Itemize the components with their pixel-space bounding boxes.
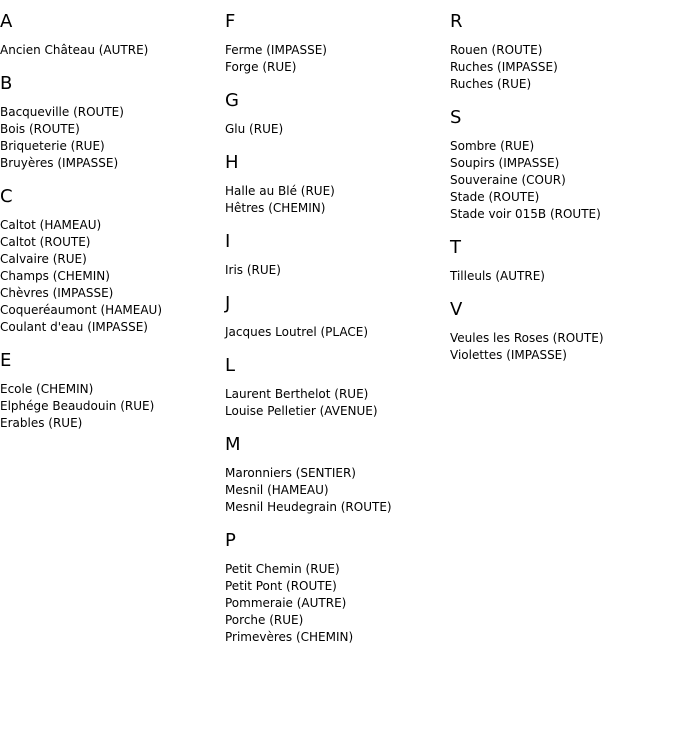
letter-heading: H <box>225 152 239 173</box>
street-link[interactable]: Ruches (RUE) <box>450 77 532 91</box>
street-link[interactable]: Mesnil Heudegrain (ROUTE) <box>225 500 392 514</box>
letter-heading: V <box>450 299 463 320</box>
street-link[interactable]: Pommeraie (AUTRE) <box>225 596 347 610</box>
street-link[interactable]: Chèvres (IMPASSE) <box>0 286 114 300</box>
street-list <box>0 104 225 172</box>
letter-heading: S <box>450 107 462 128</box>
letter-group-g <box>225 91 450 138</box>
street-link[interactable]: Louise Pelletier (AVENUE) <box>225 404 378 418</box>
street-list <box>225 324 450 341</box>
letter-heading: P <box>225 530 236 551</box>
street-link[interactable]: Stade voir 015B (ROUTE) <box>450 207 601 221</box>
street-link[interactable]: Sombre (RUE) <box>450 139 535 153</box>
letter-group-p <box>225 531 450 646</box>
street-link[interactable]: Ecole (CHEMIN) <box>0 382 94 396</box>
street-link[interactable]: Tilleuls (AUTRE) <box>450 269 545 283</box>
street-link[interactable]: Caltot (ROUTE) <box>0 235 91 249</box>
street-link[interactable]: Forge (RUE) <box>225 60 297 74</box>
street-link[interactable]: Iris (RUE) <box>225 263 281 277</box>
street-column-2 <box>225 12 450 661</box>
street-list <box>450 138 675 223</box>
street-link[interactable]: Petit Pont (ROUTE) <box>225 579 337 593</box>
street-list <box>225 183 450 217</box>
street-link[interactable]: Rouen (ROUTE) <box>450 43 543 57</box>
letter-group-m <box>225 435 450 516</box>
street-link[interactable]: Champs (CHEMIN) <box>0 269 110 283</box>
letter-heading: I <box>225 231 231 252</box>
letter-group-a <box>0 12 225 59</box>
street-link[interactable]: Jacques Loutrel (PLACE) <box>225 325 369 339</box>
street-link[interactable]: Ancien Château (AUTRE) <box>0 43 149 57</box>
letter-heading: A <box>0 11 13 32</box>
street-link[interactable]: Calvaire (RUE) <box>0 252 87 266</box>
street-list <box>225 262 450 279</box>
letter-heading: J <box>225 293 231 314</box>
street-link[interactable]: Caltot (HAMEAU) <box>0 218 102 232</box>
letter-heading: E <box>0 350 12 371</box>
street-link[interactable]: Coqueréaumont (HAMEAU) <box>0 303 163 317</box>
letter-group-v <box>450 300 675 364</box>
street-list <box>225 465 450 516</box>
street-link[interactable]: Mesnil (HAMEAU) <box>225 483 329 497</box>
street-column-3 <box>450 12 675 379</box>
letter-group-j <box>225 294 450 341</box>
letter-group-t <box>450 238 675 285</box>
street-link[interactable]: Ruches (IMPASSE) <box>450 60 558 74</box>
street-list <box>225 386 450 420</box>
street-list <box>0 381 225 432</box>
street-link[interactable]: Glu (RUE) <box>225 122 284 136</box>
letter-group-b <box>0 74 225 172</box>
street-list <box>0 217 225 336</box>
street-link[interactable]: Ferme (IMPASSE) <box>225 43 327 57</box>
street-list <box>450 42 675 93</box>
letter-group-l <box>225 356 450 420</box>
letter-heading: C <box>0 186 13 207</box>
street-link[interactable]: Hêtres (CHEMIN) <box>225 201 326 215</box>
street-link[interactable]: Elphége Beaudouin (RUE) <box>0 399 155 413</box>
letter-group-f <box>225 12 450 76</box>
street-link[interactable]: Maronniers (SENTIER) <box>225 466 356 480</box>
letter-heading: B <box>0 73 13 94</box>
letter-heading: L <box>225 355 236 376</box>
letter-group-r <box>450 12 675 93</box>
letter-group-s <box>450 108 675 223</box>
letter-heading: T <box>450 237 461 258</box>
street-list <box>225 121 450 138</box>
street-link[interactable]: Primevères (CHEMIN) <box>225 630 354 644</box>
street-link[interactable]: Bacqueville (ROUTE) <box>0 105 124 119</box>
street-link[interactable]: Laurent Berthelot (RUE) <box>225 387 369 401</box>
street-list <box>450 268 675 285</box>
street-link[interactable]: Bruyères (IMPASSE) <box>0 156 119 170</box>
street-column-1 <box>0 12 225 447</box>
street-link[interactable]: Stade (ROUTE) <box>450 190 540 204</box>
street-link[interactable]: Veules les Roses (ROUTE) <box>450 331 604 345</box>
street-link[interactable]: Halle au Blé (RUE) <box>225 184 335 198</box>
letter-group-h <box>225 153 450 217</box>
street-link[interactable]: Coulant d'eau (IMPASSE) <box>0 320 148 334</box>
letter-group-c <box>0 187 225 336</box>
street-link[interactable]: Porche (RUE) <box>225 613 304 627</box>
street-list <box>225 561 450 646</box>
street-link[interactable]: Souveraine (COUR) <box>450 173 566 187</box>
street-list <box>450 330 675 364</box>
street-link[interactable]: Violettes (IMPASSE) <box>450 348 567 362</box>
street-link[interactable]: Soupirs (IMPASSE) <box>450 156 560 170</box>
letter-group-i <box>225 232 450 279</box>
street-list <box>0 42 225 59</box>
street-link[interactable]: Briqueterie (RUE) <box>0 139 105 153</box>
street-link[interactable]: Bois (ROUTE) <box>0 122 80 136</box>
street-list <box>225 42 450 76</box>
letter-heading: R <box>450 11 463 32</box>
street-link[interactable]: Petit Chemin (RUE) <box>225 562 340 576</box>
letter-heading: G <box>225 90 239 111</box>
street-link[interactable]: Erables (RUE) <box>0 416 83 430</box>
letter-heading: F <box>225 11 236 32</box>
letter-heading: M <box>225 434 241 455</box>
letter-group-e <box>0 351 225 432</box>
